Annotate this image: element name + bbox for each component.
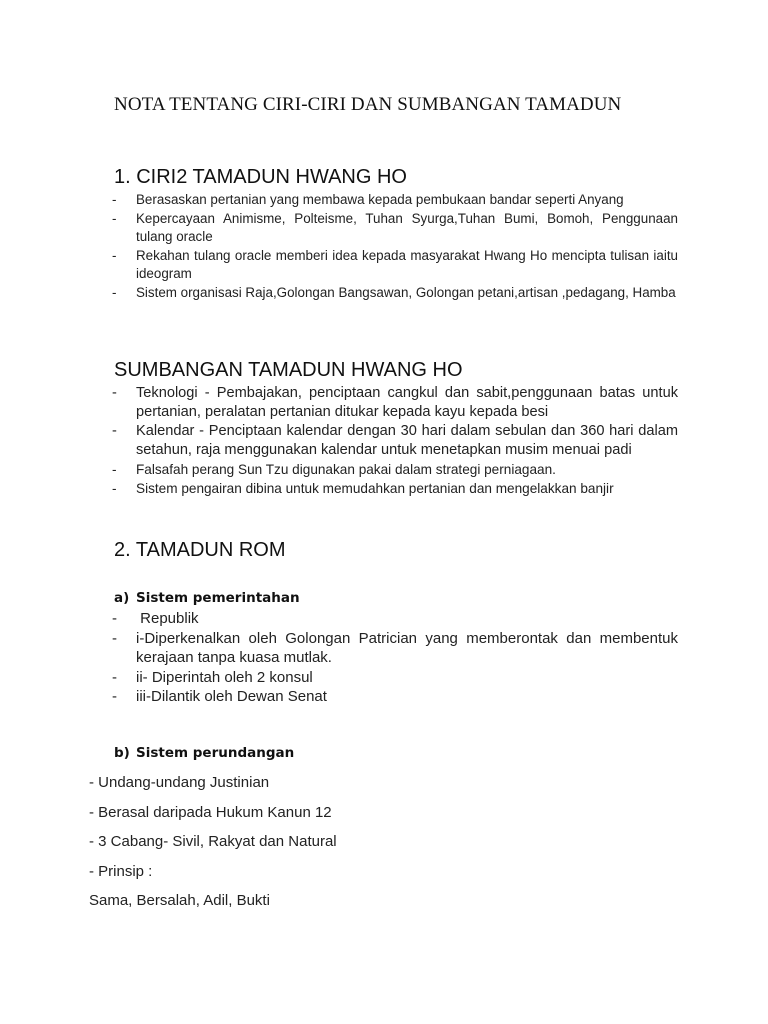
- perundangan-line: - 3 Cabang- Sivil, Rakyat dan Natural: [89, 833, 337, 850]
- section-heading-sumbangan-hwang-ho: SUMBANGAN TAMADUN HWANG HO: [114, 359, 463, 381]
- list-item: - Sistem organisasi Raja,Golongan Bangsawan, Golongan petani,artisan ,pedagang, Hamba: [112, 284, 678, 302]
- list-item: - iii-Dilantik oleh Dewan Senat: [112, 687, 678, 707]
- list-item: - Kepercayaan Animisme, Polteisme, Tuhan Syurga,Tuhan Bumi, Bomoh, Penggunaan tulang oracle: [112, 210, 678, 246]
- ciri-hwang-ho-list: [112, 191, 678, 303]
- subheading-sistem-perundangan: [114, 745, 294, 761]
- list-item: - Rekahan tulang oracle memberi idea kepada masyarakat Hwang Ho mencipta tulisan iaitu ideogram: [112, 247, 678, 283]
- subheading-marker: b): [114, 745, 130, 761]
- section-heading-ciri-hwang-ho: 1. CIRI2 TAMADUN HWANG HO: [114, 166, 407, 188]
- section-heading-tamadun-rom: 2. TAMADUN ROM: [114, 539, 286, 561]
- perundangan-line: - Berasal daripada Hukum Kanun 12: [89, 804, 332, 821]
- list-item: - Teknologi - Pembajakan, penciptaan cangkul dan sabit,penggunaan batas untuk pertanian, peralatan pertanian ditukar kepada kayu kepada besi: [112, 384, 678, 422]
- list-item: - i-Diperkenalkan oleh Golongan Patrician yang memberontak dan membentuk kerajaan tanpa kuasa mutlak.: [112, 629, 678, 668]
- sumbangan-hwang-ho-list: [112, 384, 678, 498]
- list-item: - Kalendar - Penciptaan kalendar dengan 30 hari dalam sebulan dan 360 hari dalam setahun, raja menggunakan kalendar untuk menetapkan musim menuai padi: [112, 422, 678, 460]
- subheading-sistem-pemerintahan: [114, 590, 300, 606]
- sistem-pemerintahan-list: [112, 609, 678, 707]
- list-item: - Republik: [112, 609, 678, 629]
- list-item: - Sistem pengairan dibina untuk memudahkan pertanian dan mengelakkan banjir: [112, 479, 678, 498]
- subheading-label: Sistem pemerintahan: [136, 590, 300, 606]
- list-item: - ii- Diperintah oleh 2 konsul: [112, 668, 678, 688]
- perundangan-line: - Undang-undang Justinian: [89, 774, 270, 791]
- document-title: NOTA TENTANG CIRI-CIRI DAN SUMBANGAN TAMADUN: [114, 94, 622, 115]
- list-item: - Falsafah perang Sun Tzu digunakan pakai dalam strategi perniagaan.: [112, 460, 678, 479]
- perundangan-line: - Prinsip :: [89, 863, 153, 880]
- subheading-marker: a): [114, 590, 130, 606]
- list-item: - Berasaskan pertanian yang membawa kepada pembukaan bandar seperti Anyang: [112, 191, 678, 209]
- perundangan-line: Sama, Bersalah, Adil, Bukti: [89, 892, 270, 909]
- subheading-label: Sistem perundangan: [136, 745, 295, 761]
